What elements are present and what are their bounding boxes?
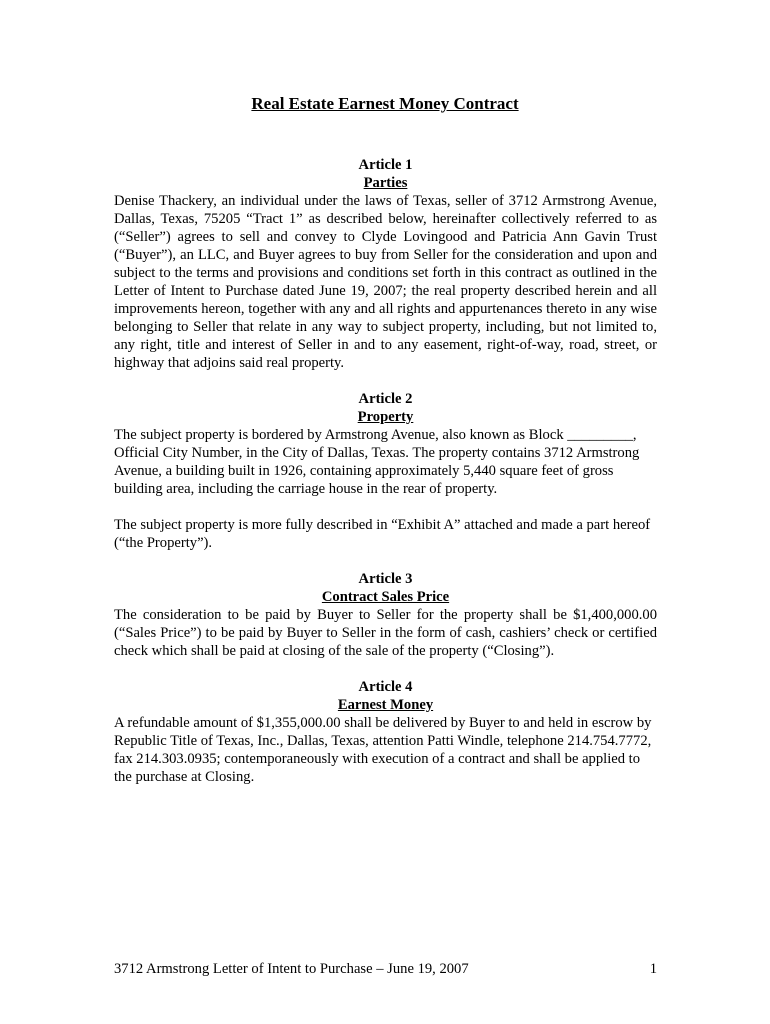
article-paragraph: The subject property is bordered by Armstrong Avenue, also known as Block _________, Official City Number, in the City of Dallas, Texas. The property contains 3712 Armstrong Avenue, a building built in 1926, containing approximately 5,440 square feet of gross building area, including the carriage house in the rear of property. — [114, 427, 640, 497]
article-number: Article 1 — [358, 157, 413, 173]
footer-text: 3712 Armstrong Letter of Intent to Purchase – June 19, 2007 — [114, 961, 469, 977]
article-heading: Contract Sales Price — [321, 589, 450, 605]
article-number: Article 3 — [358, 571, 413, 587]
document-title: Real Estate Earnest Money Contract — [251, 94, 519, 113]
article-1 — [114, 156, 657, 372]
article-paragraph: Denise Thackery, an individual under the laws of Texas, seller of 3712 Armstrong Avenue, Dallas, Texas, 75205 “Tract 1” as described below, hereinafter collectively referred to as (“Seller”) agrees to sell and convey to Clyde Lovingood and Patricia Ann Gavin Trust (“Buyer”), an LLC, and Buyer agrees to buy from Seller for the consideration and upon and subject to the terms and provisions and conditions set forth in this contract as outlined in the Letter of Intent to Purchase dated June 19, 2007; the real property described herein and all improvements hereon, together with any and all rights and appurtenances thereto in any wise belonging to Seller that relate in any way to subject property, including, but not limited to, any right, title and interest of Seller in and to any easement, right-of-way, road, street, or highway that adjoins said real property. — [114, 193, 657, 371]
article-heading: Property — [357, 409, 414, 425]
article-number: Article 2 — [358, 391, 413, 407]
article-heading: Earnest Money — [337, 697, 434, 713]
article-4 — [114, 678, 657, 786]
article-paragraph: The consideration to be paid by Buyer to Seller for the property shall be $1,400,000.00 (“Sales Price”) to be paid by Buyer to Seller in the form of cash, cashiers’ check or certified check which shall be paid at closing of the sale of the property (“Closing”). — [114, 607, 657, 659]
article-paragraph: A refundable amount of $1,355,000.00 shall be delivered by Buyer to and held in escrow by Republic Title of Texas, Inc., Dallas, Texas, attention Patti Windle, telephone 214.754.7772, fax 214.303.0935; contemporaneously with execution of a contract and shall be applied to the purchase at Closing. — [114, 715, 652, 785]
document-body — [114, 156, 657, 804]
article-number: Article 4 — [358, 679, 413, 695]
article-paragraph: The subject property is more fully described in “Exhibit A” attached and made a part hereof (“the Property”). — [114, 517, 651, 551]
article-heading: Parties — [363, 175, 408, 191]
page-footer — [114, 960, 657, 978]
article-3 — [114, 570, 657, 660]
page-number: 1 — [649, 961, 657, 977]
article-2 — [114, 390, 657, 552]
